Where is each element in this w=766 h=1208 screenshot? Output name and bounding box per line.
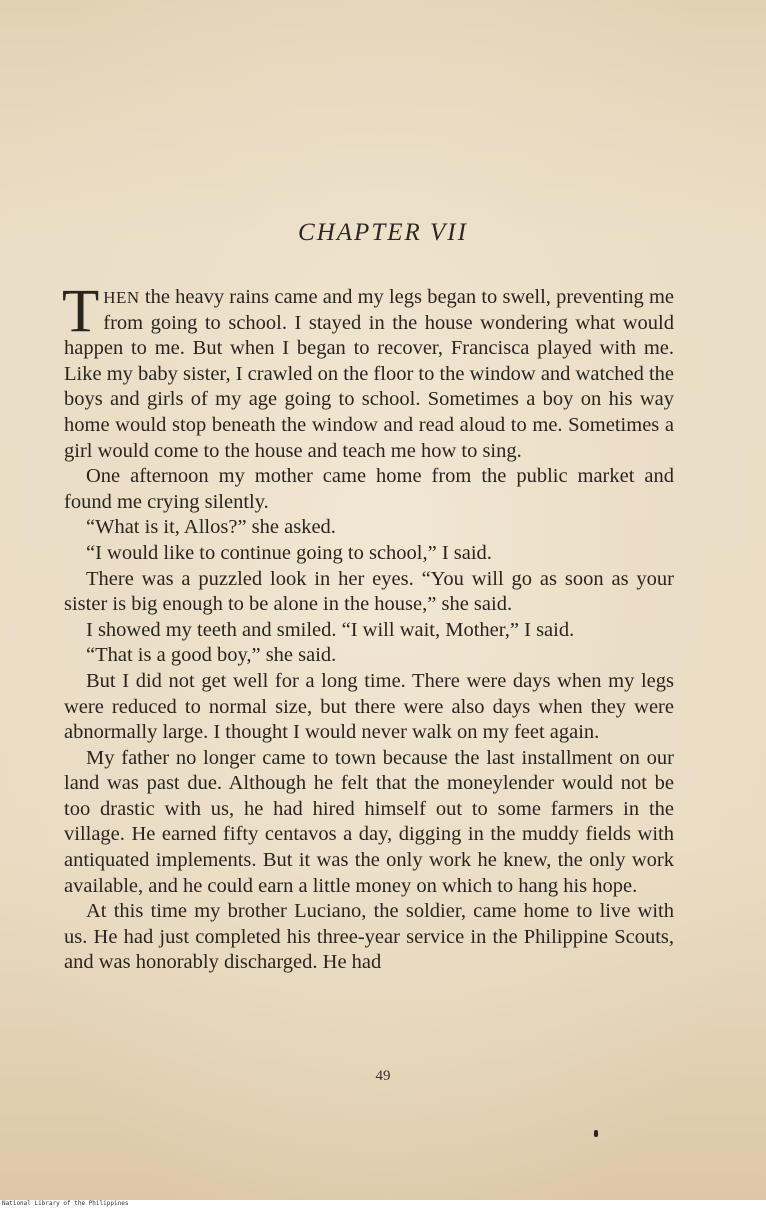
paragraph-2: One afternoon my mother came home from the public market and found me crying silently. [64, 465, 674, 513]
paragraph-9: My father no longer came to town because the last installment on our land was past due. Although he felt that the moneylender would not be too drastic with us, he had hired himself out to some farmers in the village. He earned fifty centavos a day, digging in the muddy fields with antiquated implements. But it was the only work he knew, the only work available, and he could earn a little money on which to hang his hope. [64, 746, 674, 897]
paragraph-5: There was a puzzled look in her eyes. “You will go as soon as your sister is big enough to be alone in the house,” she said. [64, 567, 674, 616]
footer-strip [0, 1200, 766, 1208]
paragraph-10: At this time my brother Luciano, the soldier, came home to live with us. He had just completed his three-year service in the Philippine Scouts, and was honorably discharged. He had [64, 900, 674, 974]
paragraph-7: “That is a good boy,” she said. [86, 644, 337, 667]
first-word-small-caps: HEN [103, 288, 140, 307]
library-credit: National Library of the Philippines [2, 1200, 129, 1207]
paragraph-1 [62, 278, 675, 464]
page-number: 49 [375, 1068, 391, 1084]
paragraph-4: “I would like to continue going to school,” I said. [86, 541, 492, 564]
body-text [62, 278, 675, 976]
paragraph-3: “What is it, Allos?” she asked. [86, 516, 336, 539]
paragraph-text: the heavy rains came and my legs began to swell, preventing me from going to school. I stayed in the house wondering what would happen to me. But when I began to recover, Francisca played with me. Like my baby sister, I crawled on the floor to the window and watched the boys and girls of my age going to school. Sometimes a boy on his way home would stop beneath the window and read aloud to me. Sometimes a girl would come to the house and teach me how to sing. [64, 286, 675, 462]
paragraph-8: But I did not get well for a long time. There were days when my legs were reduced to normal size, but there were also days when they were abnormally large. I thought I would never walk on my feet again. [64, 669, 674, 744]
chapter-title: CHAPTER VII [298, 219, 468, 246]
ink-spot [594, 1130, 598, 1137]
drop-cap: T [62, 278, 100, 345]
paragraph-6: I showed my teeth and smiled. “I will wait, Mother,” I said. [86, 618, 575, 641]
